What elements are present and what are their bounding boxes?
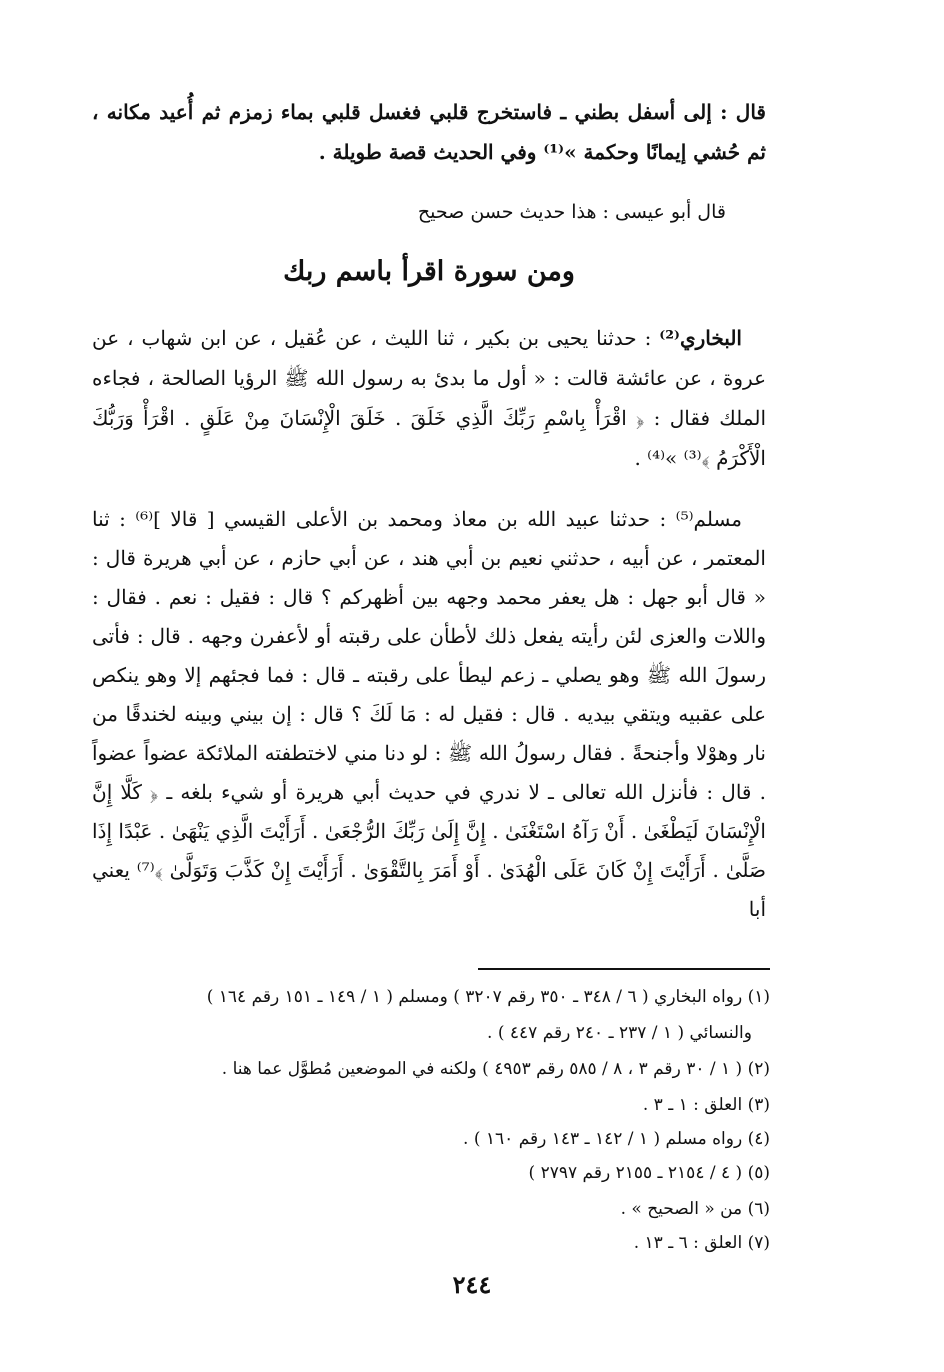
footnote-3: (٣) العلق : ١ ـ ٣ . (642, 1095, 770, 1115)
opening-paragraph-text: قال : إلى أسفل بطني ـ فاستخرج قلبي فغسل قلبي بماء زمزم ثم أُعيد مكانه ، ثم حُشي إيمانًا وحكمة »⁽¹⁾ وفي الحديث قصة طويلة . (92, 100, 766, 164)
grading-line (92, 192, 766, 232)
footnote-7: (٧) العلق : ٦ ـ ١٣ . (633, 1233, 770, 1253)
grading-text: قال أبو عيسى : هذا حديث حسن صحيح (417, 201, 726, 223)
opening-paragraph (92, 92, 766, 172)
footnote-2: (٢) ( ١ / ٣٠ رقم ٣ ، ٨ / ٥٨٥ رقم ٤٩٥٣ ) ولكنه في الموضعين مُطوَّل عما هنا . (221, 1059, 770, 1079)
section-heading: ومن سورة اقرأ باسم ربك (283, 256, 575, 287)
footnote-1-continued: والنسائي ( ١ / ٢٣٧ ـ ٢٤٠ رقم ٤٤٧ ) . (487, 1023, 752, 1043)
muslim-lead: مسلم⁽⁵⁾ (675, 507, 743, 531)
muslim-paragraph (92, 500, 766, 929)
bukhari-lead: البخاري⁽²⁾ (659, 326, 742, 350)
footnote-5: (٥) ( ٤ / ٢١٥٤ ـ ٢١٥٥ رقم ٢٧٩٧ ) (528, 1163, 770, 1183)
page-number: ٢٤٤ (452, 1270, 492, 1299)
footnote-6: (٦) من « الصحيح » . (620, 1199, 770, 1219)
footnote-4: (٤) رواه مسلم ( ١ / ١٤٢ ـ ١٤٣ رقم ١٦٠ ) . (463, 1129, 770, 1149)
footnote-divider (478, 968, 770, 970)
bukhari-text: : حدثنا يحيى بن بكير ، ثنا الليث ، عن عُقيل ، عن ابن شهاب ، عن عروة ، عن عائشة قالت : « أول ما بدئ به رسول الله ﷺ الرؤيا الصالحة ، فجاءه الملك فقال : ﴿ اقْرَأْ بِاسْمِ رَبِّكَ الَّذِي خَلَقَ . خَلَقَ الْإِنْسَانَ مِنْ عَلَقٍ . اقْرَأْ وَرَبُّكَ الْأَكْرَمُ ﴾⁽³⁾ »⁽⁴⁾ . (92, 326, 766, 470)
footnote-1: (١) رواه البخاري ( ٦ / ٣٤٨ ـ ٣٥٠ رقم ٣٢٠٧ ) ومسلم ( ١ / ١٤٩ ـ ١٥١ رقم ١٦٤ ) (206, 987, 770, 1007)
bukhari-paragraph (92, 318, 766, 478)
muslim-text: : حدثنا عبيد الله بن معاذ ومحمد بن الأعلى القيسي [ قالا ]⁽⁶⁾ : ثنا المعتمر ، عن أبيه ، حدثني نعيم بن أبي هند ، عن أبي حازم ، عن أبي هريرة قال : « قال أبو جهل : هل يعفر محمد وجهه بين أظهركم ؟ قال : فقيل : نعم . فقال : واللات والعزى لئن رأيته يفعل ذلك لأطأن على رقبته أو لأعفرن وجهه . قال : فأتى رسولَ الله ﷺ وهو يصلي ـ زعم ليطأ على رقبته ـ قال : فما فجئهم إلا وهو ينكص على عقبيه ويتقي بيديه . قال : فقيل له : مَا لَكَ ؟ قال : إن بيني وبينه لخندقًا من نار وهوْلا وأجنحةً . فقال رسولُ الله ﷺ : لو دنا مني لاختطفته الملائكة عضواً عضواً . قال : فأنزل الله تعالى ـ لا ندري في حديث أبي هريرة أو شيء بلغه ـ ﴿ كَلَّا إِنَّ الْإِنْسَانَ لَيَطْغَىٰ . أَنْ رَآهُ اسْتَغْنَىٰ . إِنَّ إِلَىٰ رَبِّكَ الرُّجْعَىٰ . أَرَأَيْتَ الَّذِي يَنْهَىٰ . عَبْدًا إِذَا صَلَّىٰ . أَرَأَيْتَ إِنْ كَانَ عَلَى الْهُدَىٰ . أَوْ أَمَرَ بِالتَّقْوَىٰ . أَرَأَيْتَ إِنْ كَذَّبَ وَتَوَلَّىٰ ﴾⁽⁷⁾ يعني أبا (92, 507, 766, 921)
